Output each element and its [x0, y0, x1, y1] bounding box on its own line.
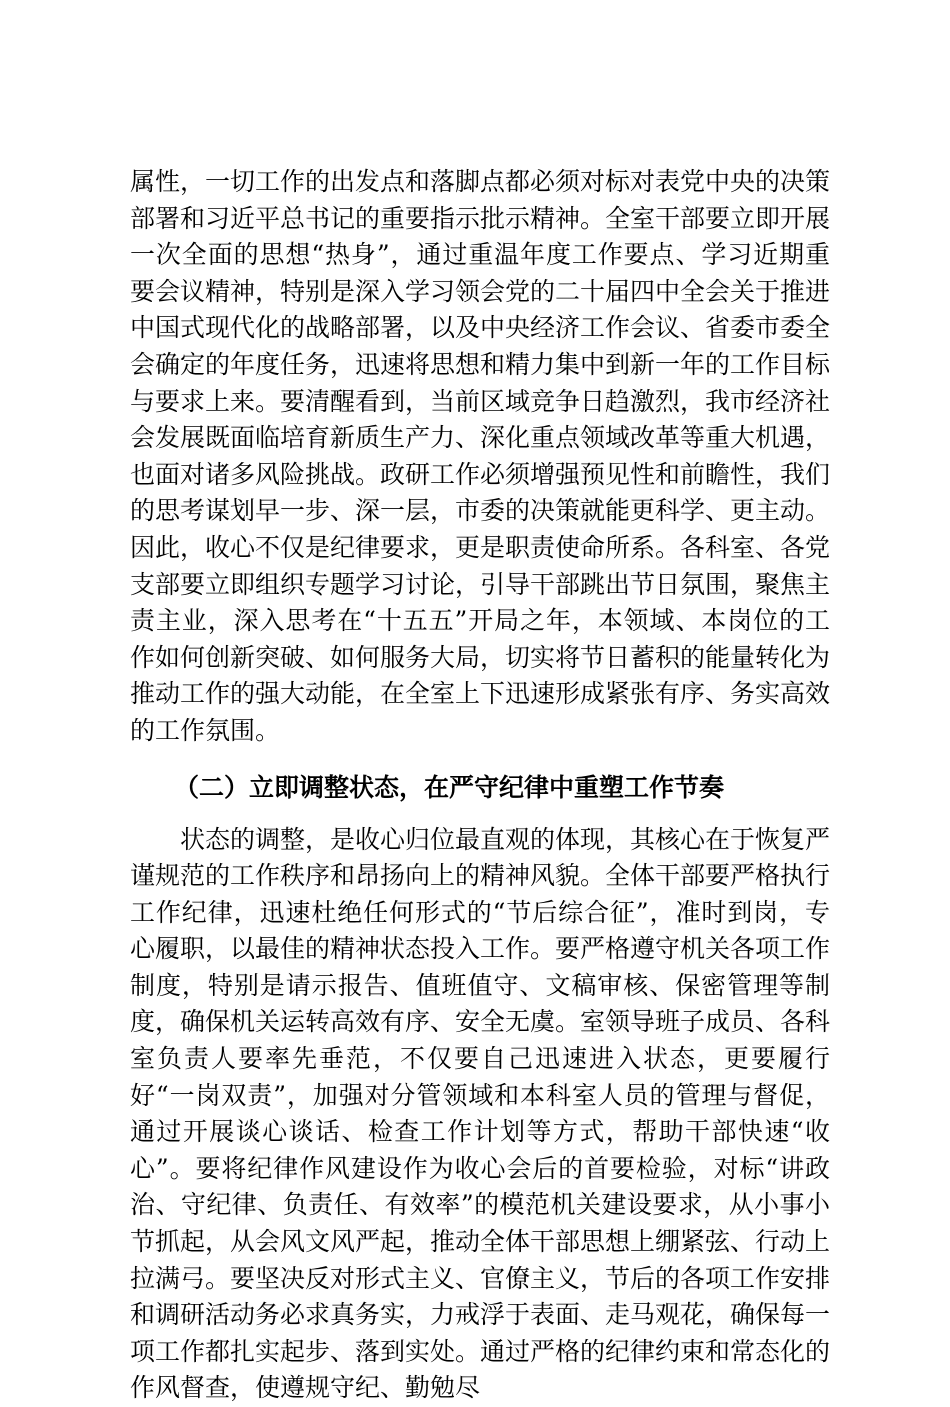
- body-paragraph-continued: 属性，一切工作的出发点和落脚点都必须对标对表党中央的决策部署和习近平总书记的重要指示批示精神。全室干部要立即开展一次全面的思想“热身”，通过重温年度工作要点、学习近期重要会议精神，特别是深入学习领会党的二十届四中全会关于推进中国式现代化的战略部署，以及中央经济工作会议、省委市委全会确定的年度任务，迅速将思想和精力集中到新一年的工作目标与要求上来。要清醒看到，当前区域竞争日趋激烈，我市经济社会发展既面临培育新质生产力、深化重点领域改革等重大机遇，也面对诸多风险挑战。政研工作必须增强预见性和前瞻性，我们的思考谋划早一步、深一层，市委的决策就能更科学、更主动。因此，收心不仅是纪律要求，更是职责使命所系。各科室、各党支部要立即组织专题学习讨论，引导干部跳出节日氛围，聚焦主责主业，深入思考在“十五五”开局之年，本领域、本岗位的工作如何创新突破、如何服务大局，切实将节日蓄积的能量转化为推动工作的强大动能，在全室上下迅速形成紧张有序、务实高效的工作氛围。: [130, 164, 830, 750]
- document-page: [130, 164, 830, 1407]
- section-heading: （二）立即调整状态，在严守纪律中重塑工作节奏: [130, 770, 830, 806]
- body-paragraph: 状态的调整，是收心归位最直观的体现，其核心在于恢复严谨规范的工作秩序和昂扬向上的精神风貌。全体干部要严格执行工作纪律，迅速杜绝任何形式的“节后综合征”，准时到岗，专心履职，以最佳的精神状态投入工作。要严格遵守机关各项工作制度，特别是请示报告、值班值守、文稿审核、保密管理等制度，确保机关运转高效有序、安全无虞。室领导班子成员、各科室负责人要率先垂范，不仅要自己迅速进入状态，更要履行好“一岗双责”，加强对分管领域和本科室人员的管理与督促，通过开展谈心谈话、检查工作计划等方式，帮助干部快速“收心”。要将纪律作风建设作为收心会后的首要检验，对标“讲政治、守纪律、负责任、有效率”的模范机关建设要求，从小事小节抓起，从会风文风严起，推动全体干部思想上绷紧弦、行动上拉满弓。要坚决反对形式主义、官僚主义，节后的各项工作安排和调研活动务必求真务实，力戒浮于表面、走马观花，确保每一项工作都扎实起步、落到实处。通过严格的纪律约束和常态化的作风督查，使遵规守纪、勤勉尽: [130, 822, 830, 1407]
